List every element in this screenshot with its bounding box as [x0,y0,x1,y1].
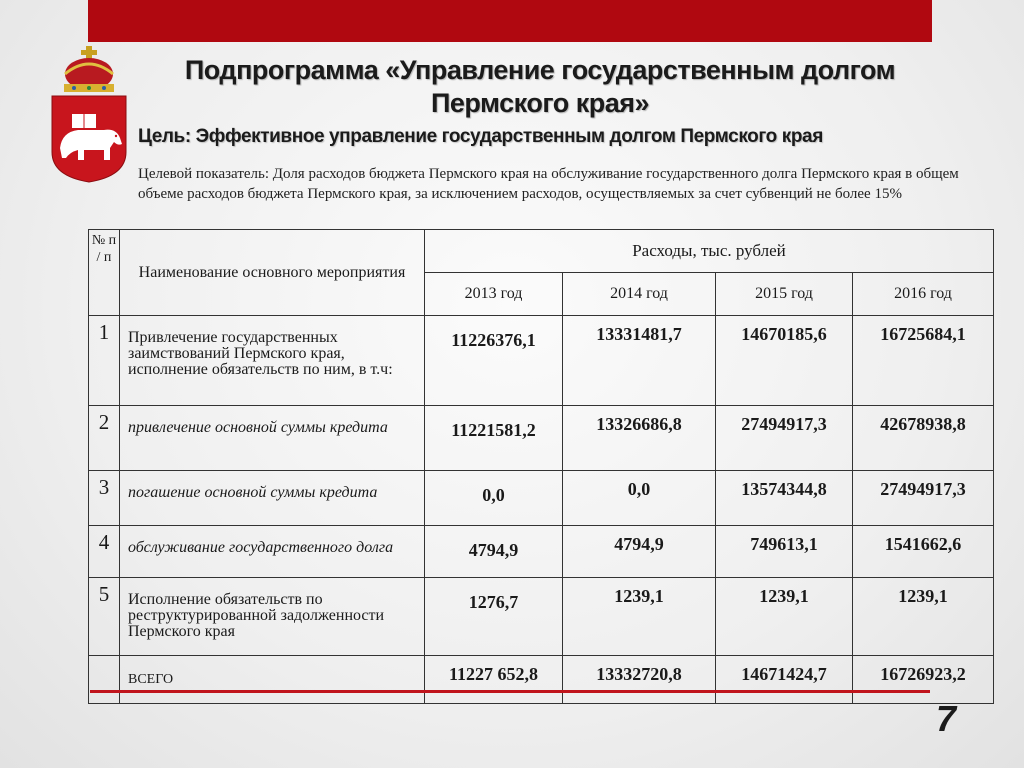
row-number: 4 [89,526,120,578]
expenses-table [88,229,994,704]
cell-value: 1239,1 [716,578,853,656]
row-number-empty [89,656,120,704]
cell-value: 1541662,6 [853,526,994,578]
table-row [89,578,994,656]
cell-value: 749613,1 [716,526,853,578]
row-number: 2 [89,406,120,471]
table-row [89,471,994,526]
cell-value: 16725684,1 [853,316,994,406]
total-value: 13332720,8 [563,656,716,704]
cell-value: 27494917,3 [853,471,994,526]
cell-value: 0,0 [425,471,563,526]
page-title: Подпрограмма «Управление государственным долгом Пермского края» [184,55,896,118]
column-header-expenses: Расходы, тыс. рублей [425,230,994,273]
footer-red-line [90,690,930,693]
cell-value: 11226376,1 [425,316,563,406]
table-row [89,406,994,471]
cell-value: 14670185,6 [716,316,853,406]
column-header-number: № п / п [89,230,120,316]
total-value: 11227 652,8 [425,656,563,704]
perm-coat-of-arms-icon [44,44,134,184]
total-label: ВСЕГО [120,656,425,704]
cell-value: 11221581,2 [425,406,563,471]
row-name: Исполнение обязательств по реструктурированной задолженности Пермского края [120,578,425,656]
column-header-year: 2014 год [563,273,716,316]
column-header-year: 2015 год [716,273,853,316]
cell-value: 13574344,8 [716,471,853,526]
page-number: 7 [936,698,957,739]
total-value: 14671424,7 [716,656,853,704]
row-number: 3 [89,471,120,526]
cell-value: 1276,7 [425,578,563,656]
cell-value: 42678938,8 [853,406,994,471]
row-name: привлечение основной суммы кредита [120,406,425,471]
table-row [89,316,994,406]
row-name: обслуживание государственного долга [120,526,425,578]
cell-value: 4794,9 [563,526,716,578]
cell-value: 1239,1 [853,578,994,656]
row-number: 5 [89,578,120,656]
cell-value: 13326686,8 [563,406,716,471]
cell-value: 27494917,3 [716,406,853,471]
goal-heading: Цель: Эффективное управление государственным долгом Пермского края [138,126,823,147]
row-number: 1 [89,316,120,406]
total-row [89,656,994,704]
cell-value: 13331481,7 [563,316,716,406]
column-header-year: 2016 год [853,273,994,316]
top-accent-bar [88,0,932,42]
target-indicator-text: Целевой показатель: Доля расходов бюджета Пермского края на обслуживание государственного долга Пермского края в общем объеме расходов бюджета Пермского края, за исключением расходов, осуществляемых за счет субвенций не более 15% [138,166,959,202]
cell-value: 4794,9 [425,526,563,578]
column-header-year: 2013 год [425,273,563,316]
row-name: погашение основной суммы кредита [120,471,425,526]
total-value: 16726923,2 [853,656,994,704]
cell-value: 1239,1 [563,578,716,656]
column-header-name: Наименование основного мероприятия [120,230,425,316]
table-row [89,526,994,578]
cell-value: 0,0 [563,471,716,526]
row-name: Привлечение государственных заимствований Пермского края, исполнение обязательств по ним, в т.ч: [120,316,425,406]
